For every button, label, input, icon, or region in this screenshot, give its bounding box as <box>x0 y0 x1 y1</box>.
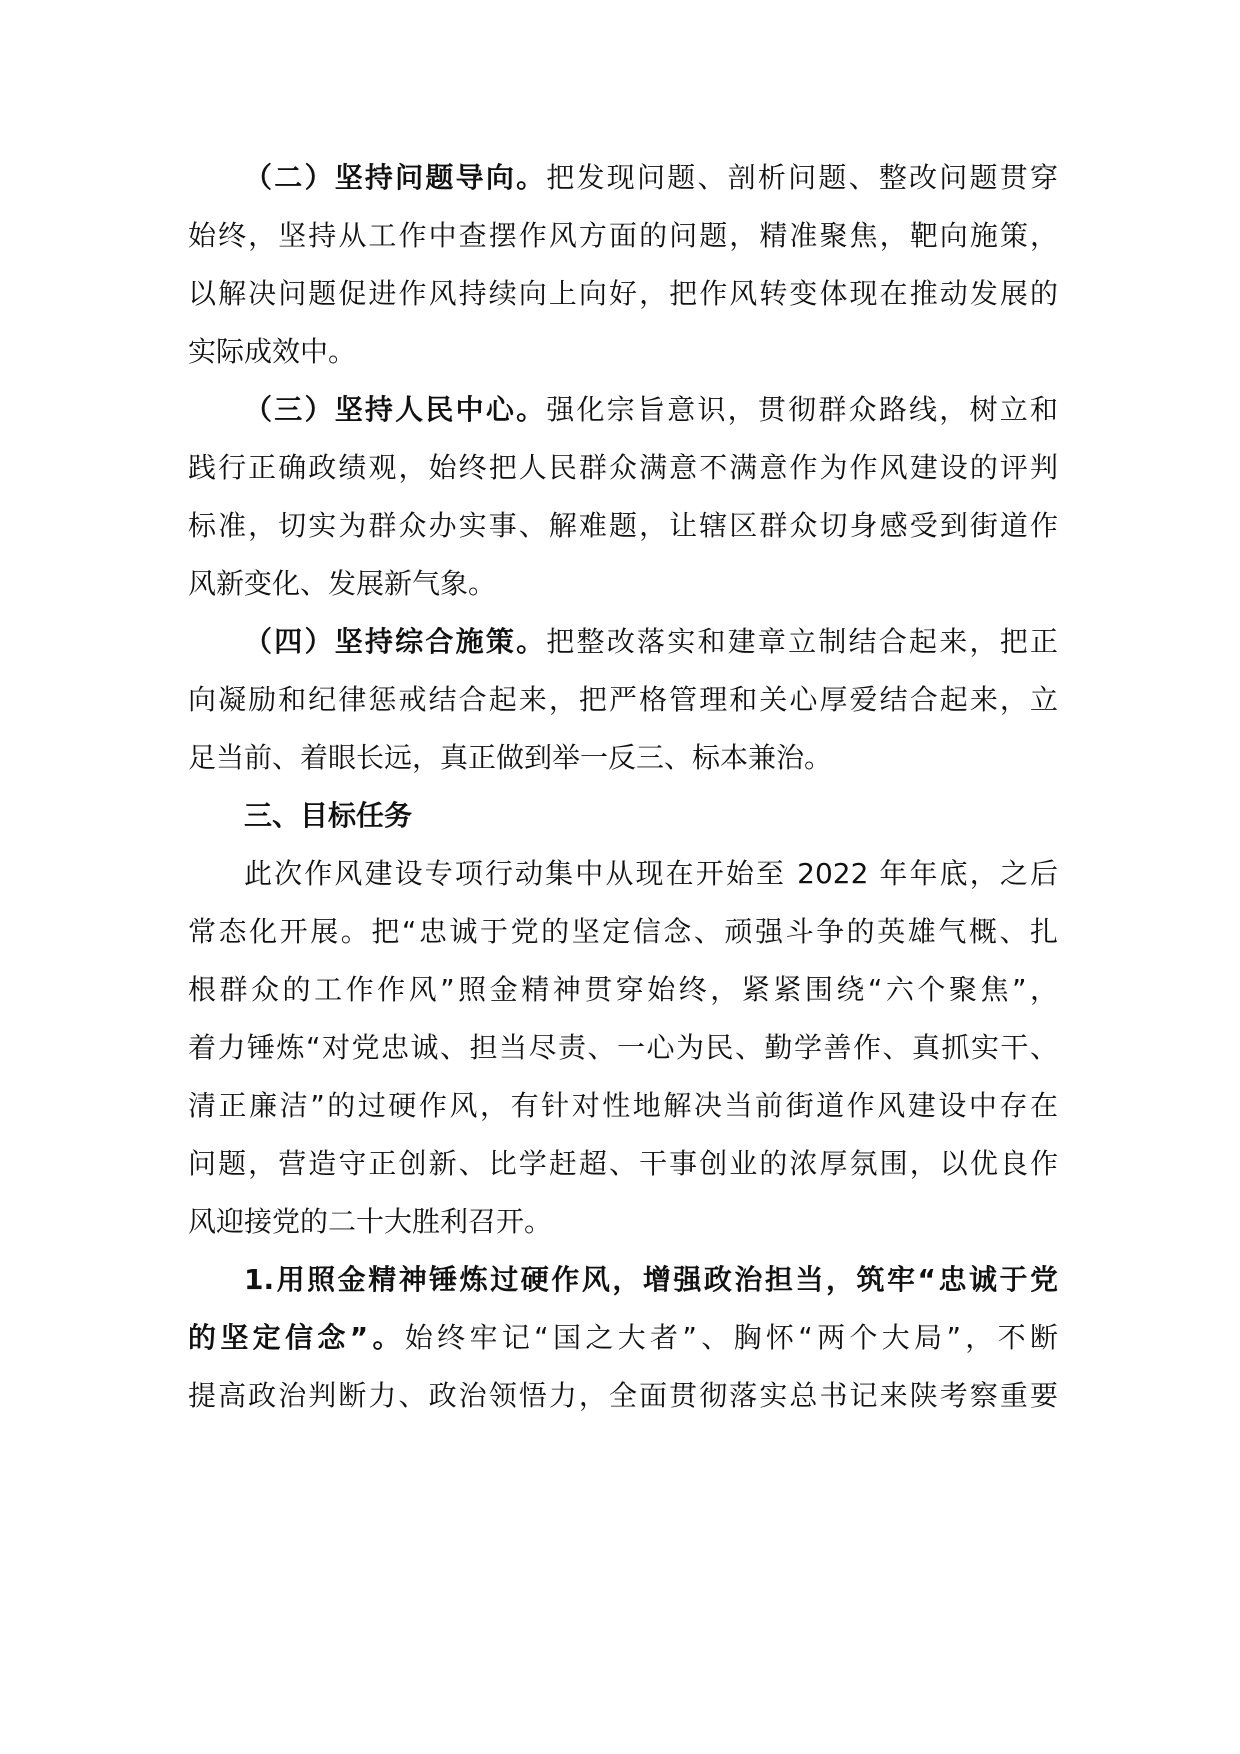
body-text: 把发现问题、剖析问题、整改问题贯穿 <box>546 161 1058 194</box>
task-heading: 1.用照金精神锤炼过硬作风，增强政治担当，筑牢“忠诚于党 <box>244 1263 1058 1296</box>
section-heading: （四）坚持综合施策。 <box>244 625 547 658</box>
text-line: 实际成效中。 <box>188 335 357 368</box>
body-text: 强化宗旨意识，贯彻群众路线，树立和 <box>546 393 1058 426</box>
text-line: 风新变化、发展新气象。 <box>188 567 497 600</box>
text-line: 足当前、着眼长远，真正做到举一反三、标本兼治。 <box>188 741 833 774</box>
section-heading: （二）坚持问题导向。 <box>244 161 547 194</box>
text-line: 根群众的工作作风”照金精神贯穿始终，紧紧围绕“六个聚焦”， <box>188 973 1058 1006</box>
text-line <box>188 1308 1058 1368</box>
text-line: 着力锤炼“对党忠诚、担当尽责、一心为民、勤学善作、真抓实干、 <box>188 1031 1058 1064</box>
text-line: 常态化开展。把“忠诚于党的坚定信念、顽强斗争的英雄气概、扎 <box>188 915 1058 948</box>
text-line: 问题，营造守正创新、比学赶超、干事创业的浓厚氛围，以优良作 <box>188 1147 1058 1180</box>
body-text: 始终牢记“国之大者”、胸怀“两个大局”，不断 <box>404 1321 1058 1354</box>
chapter-heading: 三、目标任务 <box>244 799 413 832</box>
section-heading: （三）坚持人民中心。 <box>244 393 547 426</box>
text-line: 向凝励和纪律惩戒结合起来，把严格管理和关心厚爱结合起来，立 <box>188 683 1058 716</box>
text-line: 践行正确政绩观，始终把人民群众满意不满意作为作风建设的评判 <box>188 451 1058 484</box>
text-line <box>188 612 1058 672</box>
text-line: 以解决问题促进作风持续向上向好，把作风转变体现在推动发展的 <box>188 277 1058 310</box>
task-heading-end: 的坚定信念”。 <box>188 1321 405 1354</box>
text-line: 清正廉洁”的过硬作风，有针对性地解决当前街道作风建设中存在 <box>188 1089 1058 1122</box>
body-text: 把整改落实和建章立制结合起来，把正 <box>546 625 1058 658</box>
text-line: 标准，切实为群众办实事、解难题，让辖区群众切身感受到街道作 <box>188 509 1058 542</box>
text-line: 始终，坚持从工作中查摆作风方面的问题，精准聚焦，靶向施策， <box>188 219 1058 252</box>
text-line <box>188 148 1058 208</box>
text-line: 风迎接党的二十大胜利召开。 <box>188 1205 553 1238</box>
text-line: 此次作风建设专项行动集中从现在开始至 2022 年年底，之后 <box>244 857 1058 890</box>
text-line: 提高政治判断力、政治领悟力，全面贯彻落实总书记来陕考察重要 <box>188 1379 1058 1412</box>
text-line <box>188 380 1058 440</box>
